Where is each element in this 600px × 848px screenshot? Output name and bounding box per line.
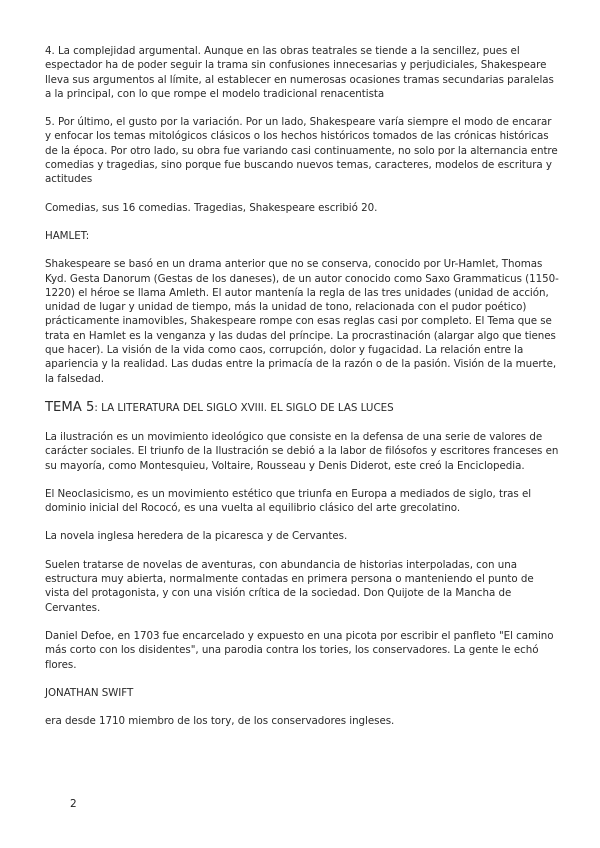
paragraph-daniel-defoe: Daniel Defoe, en 1703 fue encarcelado y expuesto en una picota por escribir el panfleto "El camino más corto con los disidentes", una parodia contra los tories, los conservadores. La gente le echó flores. xyxy=(45,629,554,671)
paragraph-ilustracion: La ilustración es un movimiento ideológico que consiste en la defensa de una serie de valores de carácter sociales. El triunfo de la Ilustración se debió a la labor de filósofos y escritores franceses en su mayoría, como Montesquieu, Voltaire, Rousseau y Denis Diderot, este creó la Enciclopedia. xyxy=(45,430,559,472)
section-heading-tema-5 xyxy=(45,400,560,416)
paragraph-novela-inglesa: La novela inglesa heredera de la picaresca y de Cervantes. xyxy=(45,530,348,543)
heading-tema-title: : LA LITERATURA DEL SIGLO XVIII. EL SIGLO DE LAS LUCES xyxy=(94,401,394,414)
paragraph-complejidad-argumental: 4. La complejidad argumental. Aunque en las obras teatrales se tiende a la sencillez, pues el espectador ha de poder seguir la trama sin confusiones innecesarias y perjudiciales, Shakespeare lleva sus argumentos al límite, al establecer en numerosas ocasiones tramas secundarias paralelas a la principal, con lo que rompe el modelo tradicional renacentista xyxy=(45,45,554,100)
paragraph-novelas-aventuras: Suelen tratarse de novelas de aventuras, con abundancia de historias interpoladas, con una estructura muy abierta, normalmente contadas en primera persona o manteniendo el punto de vista del protagonista, y con una visión crítica de la sociedad. Don Quijote de la Mancha de Cervantes. xyxy=(45,558,534,614)
paragraph-jonathan-swift-label: JONATHAN SWIFT xyxy=(45,686,134,699)
paragraph-comedias-tragedias: Comedias, sus 16 comedias. Tragedias, Shakespeare escribió 20. xyxy=(45,201,378,214)
page-number: 2 xyxy=(70,798,77,810)
paragraph-hamlet-label: HAMLET: xyxy=(45,229,90,242)
heading-tema-number: TEMA 5 xyxy=(45,399,95,415)
paragraph-gusto-variacion: 5. Por último, el gusto por la variación. Por un lado, Shakespeare varía siempre el modo de encarar y enfocar los temas mitológicos clásicos o los hechos históricos tomados de las crónicas históricas de la época. Por otro lado, su obra fue variando casi continuamente, no solo por la alternancia entre comedias y tragedias, sino porque fue buscando nuevos temas, caracteres, modelos de escritura y actitudes xyxy=(45,116,558,186)
paragraph-jonathan-swift-body: era desde 1710 miembro de los tory, de los conservadores ingleses. xyxy=(45,715,395,728)
paragraph-neoclasicismo: El Neoclasicismo, es un movimiento estético que triunfa en Europa a mediados de siglo, tras el dominio inicial del Rococó, es una vuelta al equilibrio clásico del arte grecolatino. xyxy=(45,487,532,515)
page-content xyxy=(45,44,560,742)
paragraph-hamlet-body: Shakespeare se basó en un drama anterior que no se conserva, conocido por Ur-Hamlet, Thomas Kyd. Gesta Danorum (Gestas de los daneses), de un autor conocido como Saxo Grammaticus (1150-1220) el héroe se llama Amleth. El autor mantenía la regla de las tres unidades (unidad de acción, unidad de lugar y unidad de tiempo, más la unidad de tono, relacionada con el pudor poético) prácticamente inamovibles, Shakespeare rompe con esas reglas casi por completo. El Tema que se trata en Hamlet es la venganza y las dudas del príncipe. La procrastinación (alargar algo que tienes que hacer). La visión de la vida como caos, corrupción, dolor y fugacidad. La relación entre la apariencia y la realidad. Las dudas entre la primacía de la razón o de la pasión. Visión de la muerte, la falsedad. xyxy=(45,258,559,385)
